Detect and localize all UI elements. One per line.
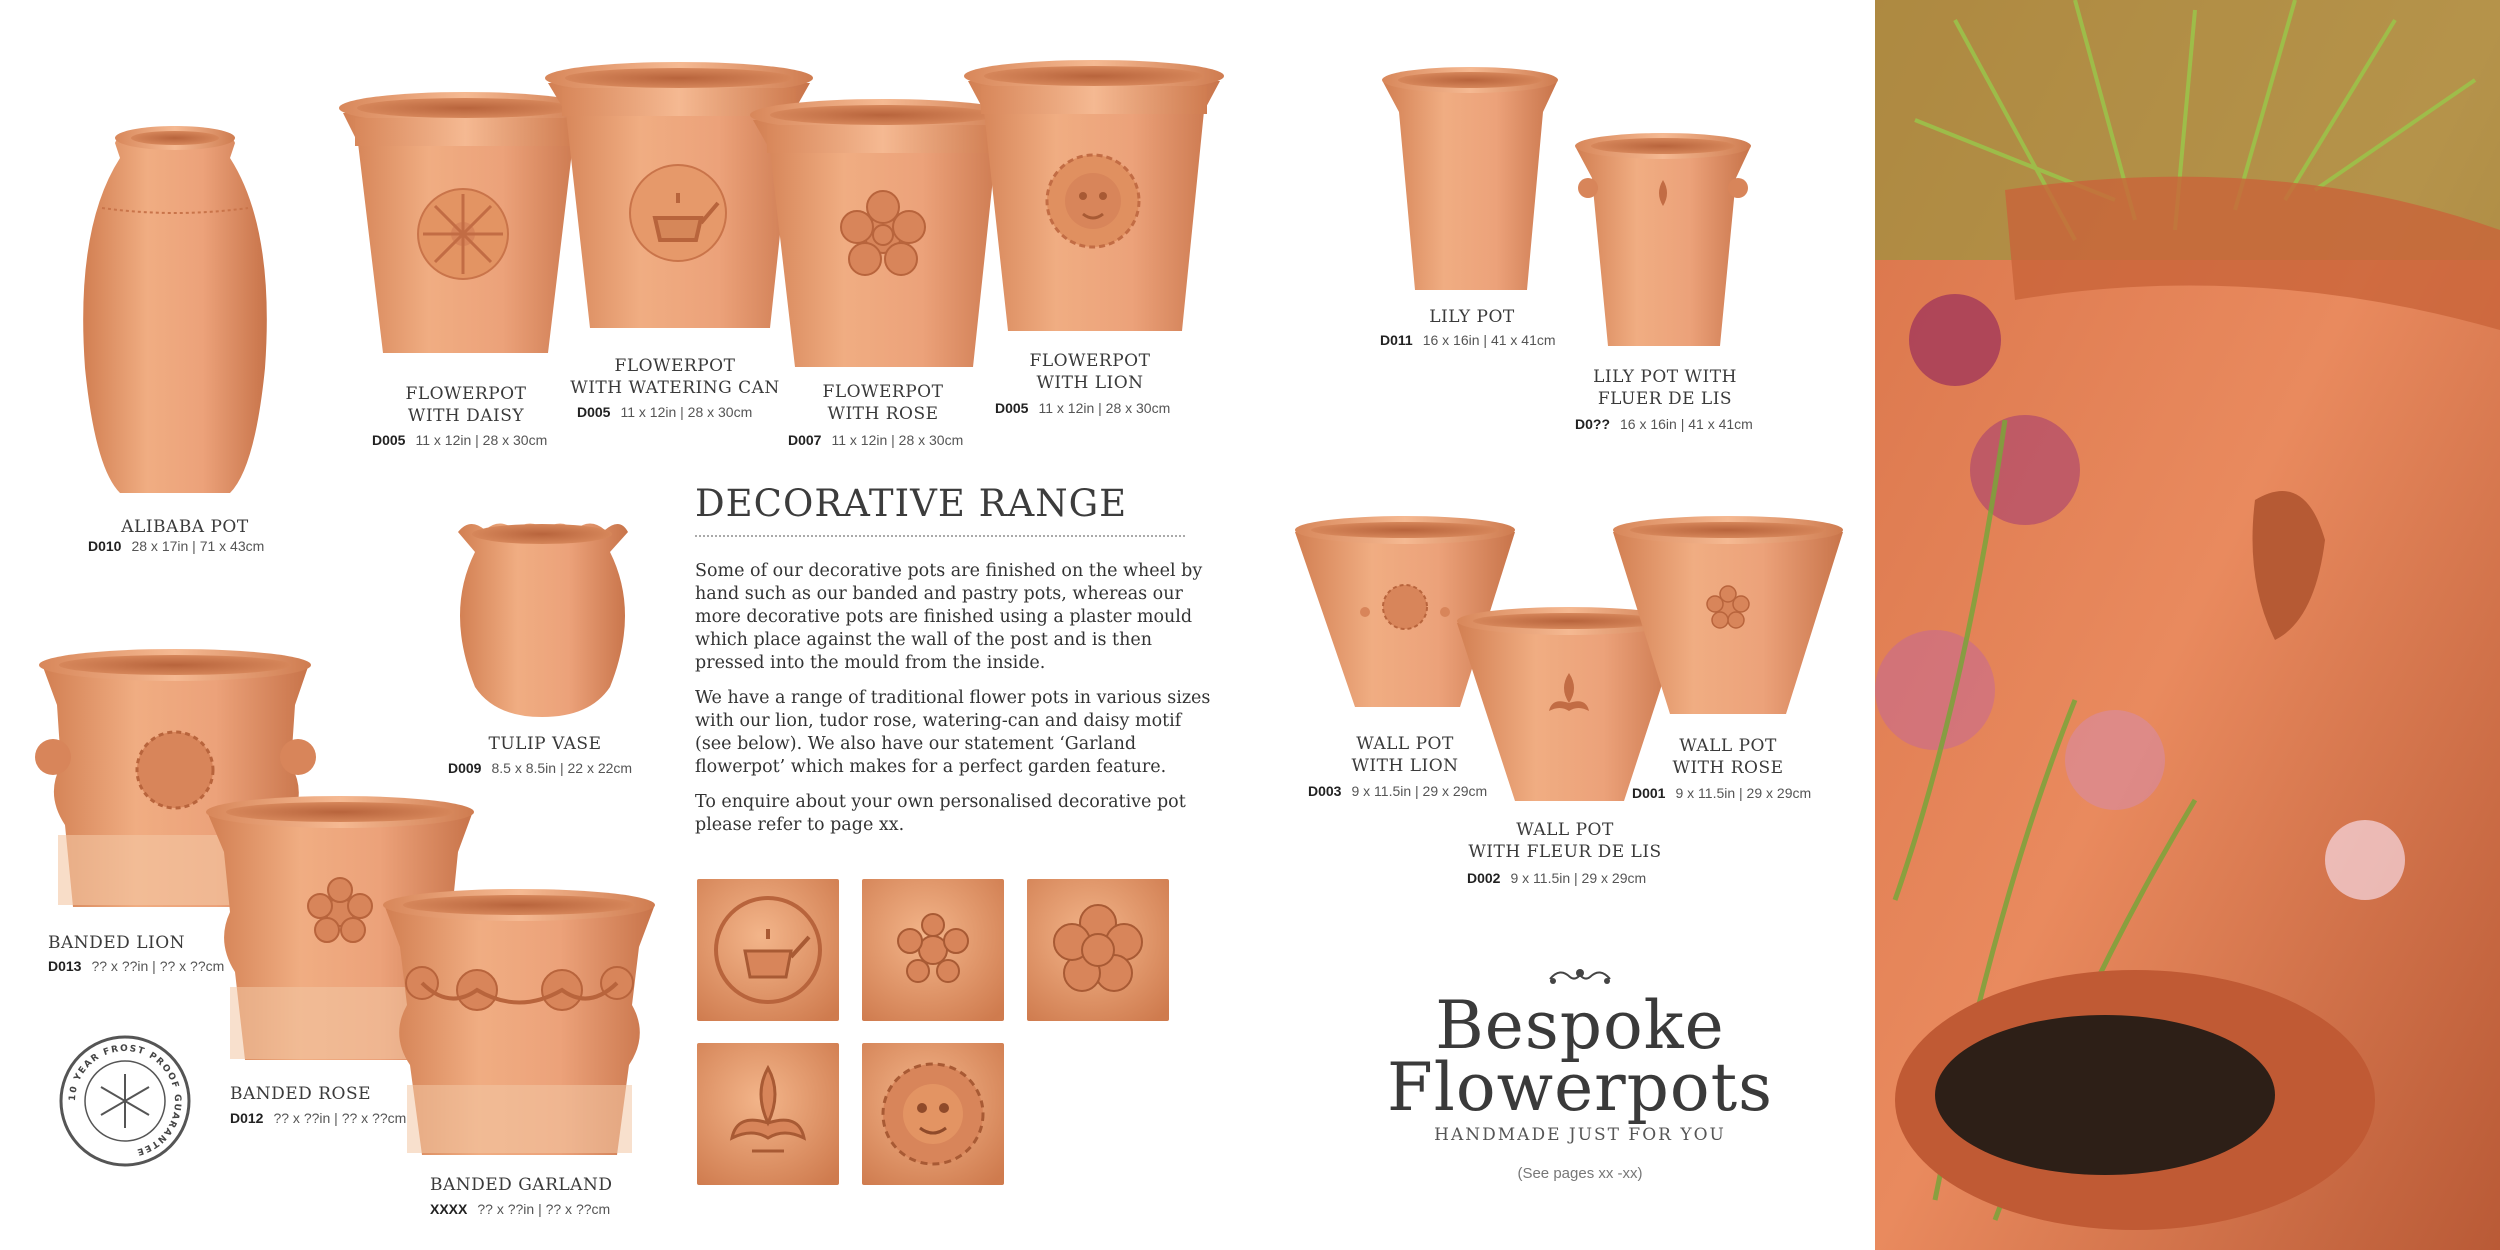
tulip-name: TULIP VASE xyxy=(488,734,602,754)
wall-lion-name-line1: WALL POT xyxy=(1356,734,1454,754)
alibaba-code: D010 xyxy=(88,538,122,554)
tulip-vase-image xyxy=(450,512,635,722)
rose-name-line1: FLOWERPOT xyxy=(822,382,944,402)
lily-size: 16 x 16in | 41 x 41cm xyxy=(1422,332,1556,348)
lion-spec xyxy=(995,400,1170,416)
watering-name-line1: FLOWERPOT xyxy=(614,356,736,376)
garden-photo xyxy=(1875,0,2500,1250)
banded-rose-name: BANDED ROSE xyxy=(230,1084,372,1104)
lily-fleur-size: 16 x 16in | 41 x 41cm xyxy=(1620,416,1753,432)
stamp-text: 10 YEAR FROST PROOF GUARANTEE xyxy=(67,1043,183,1157)
rose-size: 11 x 12in | 28 x 30cm xyxy=(831,432,964,448)
frost-proof-stamp xyxy=(58,1034,192,1168)
bespoke-block xyxy=(1350,965,1810,1182)
alibaba-spec xyxy=(88,538,264,554)
wall-lion-name-line2: WITH LION xyxy=(1351,756,1459,776)
bespoke-see-pages: (See pages xx -xx) xyxy=(1517,1165,1643,1182)
wall-fleur-name xyxy=(1455,819,1675,863)
wall-fleur-spec xyxy=(1467,870,1646,886)
daisy-spec xyxy=(372,432,547,448)
alibaba-pot-image xyxy=(60,118,290,503)
banded-lion-name: BANDED LION xyxy=(48,933,186,953)
lily-fleur-pot-image xyxy=(1568,128,1758,350)
section-heading: DECORATIVE RANGE xyxy=(695,482,1185,537)
lion-name-line1: FLOWERPOT xyxy=(1029,351,1151,371)
wall-rose-name-line2: WITH ROSE xyxy=(1672,758,1784,778)
lily-fleur-spec xyxy=(1575,416,1753,432)
lion-size: 11 x 12in | 28 x 30cm xyxy=(1038,400,1171,416)
banded-lion-size: ?? x ??in | ?? x ??cm xyxy=(91,958,225,974)
banded-lion-spec xyxy=(48,958,224,974)
motif-tile-watering-can xyxy=(697,879,839,1021)
wall-lion-code: D003 xyxy=(1308,783,1342,799)
section-para-2: We have a range of traditional flower pots in various sizes with our lion, tudor rose, watering-can and daisy motif (see below). We also have our statement ‘Garland flowerpot’ which makes for a perfect garden feature. xyxy=(695,688,1211,777)
daisy-name xyxy=(366,383,566,427)
lily-fleur-name-line1: LILY POT WITH xyxy=(1593,367,1737,387)
rose-spec xyxy=(788,432,963,448)
banded-garland-spec xyxy=(430,1201,610,1217)
wall-rose-size: 9 x 11.5in | 29 x 29cm xyxy=(1675,785,1812,801)
watering-spec xyxy=(577,404,752,420)
watering-size: 11 x 12in | 28 x 30cm xyxy=(620,404,753,420)
banded-rose-code: D012 xyxy=(230,1110,264,1126)
lily-name: LILY POT xyxy=(1429,307,1515,327)
banded-rose-size: ?? x ??in | ?? x ??cm xyxy=(273,1110,407,1126)
daisy-name-line1: FLOWERPOT xyxy=(405,384,527,404)
rose-name xyxy=(783,381,983,425)
lily-spec xyxy=(1380,332,1556,348)
bespoke-tagline: HANDMADE JUST FOR YOU xyxy=(1434,1125,1726,1145)
daisy-code: D005 xyxy=(372,432,406,448)
rose-name-line2: WITH ROSE xyxy=(827,404,939,424)
alibaba-size: 28 x 17in | 71 x 43cm xyxy=(131,538,265,554)
wall-rose-code: D001 xyxy=(1632,785,1666,801)
alibaba-name: ALIBABA POT xyxy=(121,517,249,537)
lily-code: D011 xyxy=(1380,332,1413,348)
tulip-code: D009 xyxy=(448,760,482,776)
lion-pot-image xyxy=(958,56,1230,336)
bespoke-title-line1: Bespoke xyxy=(1435,987,1725,1064)
snowflake-icon xyxy=(101,1074,149,1128)
banded-garland-code: XXXX xyxy=(430,1201,468,1217)
wall-lion-size: 9 x 11.5in | 29 x 29cm xyxy=(1351,783,1488,799)
lion-name-line2: WITH LION xyxy=(1036,373,1144,393)
ornament-icon xyxy=(1545,965,1615,989)
lily-pot-image xyxy=(1375,62,1565,297)
motif-tile-tudor-rose xyxy=(1027,879,1169,1021)
banded-garland-name: BANDED GARLAND xyxy=(430,1175,613,1195)
daisy-name-line2: WITH DAISY xyxy=(407,406,525,426)
lion-name xyxy=(990,350,1190,394)
tulip-size: 8.5 x 8.5in | 22 x 22cm xyxy=(491,760,633,776)
watering-code: D005 xyxy=(577,404,611,420)
wall-fleur-name-line1: WALL POT xyxy=(1516,820,1614,840)
lily-fleur-name-line2: FLUER DE LIS xyxy=(1597,389,1733,409)
bespoke-title-line2: Flowerpots xyxy=(1386,1049,1774,1126)
section-para-1: Some of our decorative pots are finished on the wheel by hand such as our banded and pastry pots, whereas our more decorative pots are finished using a plaster mould which place against the wall of the post and is then pressed into the mould from the inside. xyxy=(695,561,1203,673)
wall-fleur-code: D002 xyxy=(1467,870,1501,886)
section-body xyxy=(695,560,1215,849)
tulip-spec xyxy=(448,760,632,776)
watering-name-line2: WITH WATERING CAN xyxy=(570,378,780,398)
motif-tile-fleur-de-lis xyxy=(697,1043,839,1185)
wall-rose-name xyxy=(1628,735,1828,779)
daisy-size: 11 x 12in | 28 x 30cm xyxy=(415,432,548,448)
motif-tile-daisy-spray xyxy=(862,879,1004,1021)
section-para-3: To enquire about your own personalised decorative pot please refer to page xx. xyxy=(695,792,1186,835)
wall-rose-pot-image xyxy=(1608,512,1848,717)
banded-garland-pot-image xyxy=(377,885,662,1160)
wall-fleur-name-line2: WITH FLEUR DE LIS xyxy=(1468,842,1662,862)
wall-rose-name-line1: WALL POT xyxy=(1679,736,1777,756)
lion-code: D005 xyxy=(995,400,1029,416)
banded-garland-size: ?? x ??in | ?? x ??cm xyxy=(477,1201,611,1217)
rose-code: D007 xyxy=(788,432,822,448)
wall-rose-spec xyxy=(1632,785,1811,801)
lily-fleur-name xyxy=(1560,366,1770,410)
banded-lion-code: D013 xyxy=(48,958,82,974)
lily-fleur-code: D0?? xyxy=(1575,416,1610,432)
motif-tile-lion xyxy=(862,1043,1004,1185)
wall-fleur-size: 9 x 11.5in | 29 x 29cm xyxy=(1510,870,1647,886)
